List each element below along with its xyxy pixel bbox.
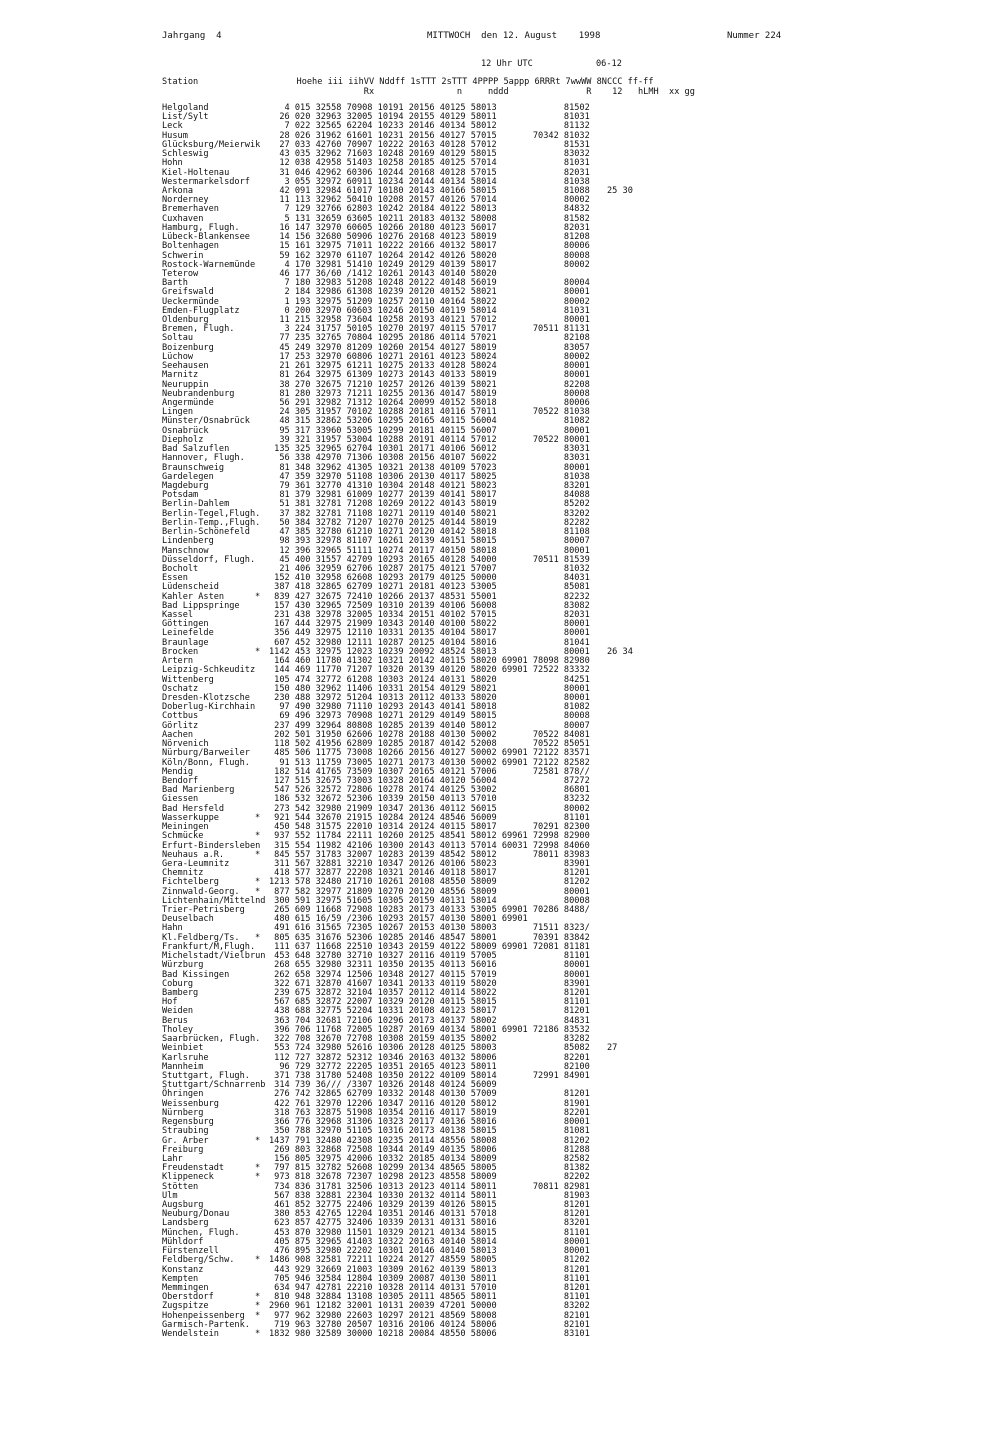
station-data: 47 385 32780 61210 10271 20120 40142 58018 81108 (269, 527, 590, 538)
station-data: 315 554 11982 42106 10300 20143 40113 57014 60031 72998 84060 (269, 840, 590, 851)
station-name: Angermünde (162, 398, 214, 408)
mountain-marker: * (255, 849, 261, 860)
station-data: 356 449 32975 12110 10331 20135 40104 58017 80001 (269, 628, 590, 639)
station-name: Manschnow (162, 545, 209, 556)
station-name: Saarbrücken, Flugh. (162, 1034, 261, 1045)
station-data: 269 803 32868 72508 10344 20149 40135 58006 81288 (269, 1144, 590, 1155)
station-data: 491 616 31565 72305 10267 20153 40130 58003 71511 8323/ (269, 923, 590, 934)
station-data: 152 410 32958 62608 10293 20179 40125 50000 84031 (269, 573, 590, 584)
station-name: Berlin-Tegel,Flugh. (162, 508, 261, 519)
station-data: 366 776 32968 31306 10323 20117 40136 58016 80001 (269, 1117, 590, 1128)
station-data: 42 091 32984 61017 10180 20143 40166 58015 81088 (269, 185, 590, 196)
station-name: Fichtelberg (162, 877, 219, 888)
station-name: Kassel (162, 610, 194, 621)
station-data: 111 637 11668 22510 10343 20159 40122 58009 69901 72081 81181 (269, 941, 590, 952)
station-name: Osnabrück (162, 425, 209, 436)
station-name: Soltau (162, 333, 194, 344)
station-data: 164 460 11780 41302 10321 20142 40115 58020 69901 78098 82980 (269, 656, 590, 667)
station-data: 11 113 32962 50410 10208 20157 40126 57014 80002 (269, 195, 590, 206)
station-name: Lüdenscheid (162, 582, 219, 593)
station-name: Lahr (162, 1153, 183, 1164)
mountain-marker: * (255, 1292, 261, 1303)
station-name: Hamburg, Flugh. (162, 222, 240, 233)
station-name: Teterow (162, 268, 199, 279)
station-data: 1142 453 32975 12023 10239 20092 48524 58013 80001 (269, 646, 590, 657)
station-name: Rostock-Warnemünde (162, 259, 256, 270)
station-name: Deuselbach (162, 914, 214, 925)
station-name: Stuttgart, Flugh. (162, 1070, 250, 1081)
station-data: 845 557 31783 32007 10283 20139 48542 58012 78011 83983 (269, 849, 590, 860)
station-name: Fürstenzell (162, 1246, 219, 1257)
header-issue-number: Nummer 224 (727, 31, 782, 41)
station-name: Hof (162, 997, 178, 1008)
station-name: Hohn (162, 158, 183, 169)
station-data: 273 542 32980 21909 10347 20136 40112 56015 80002 (269, 803, 590, 814)
station-data: 7 129 32766 62803 10242 20184 40122 58013 84832 (269, 204, 590, 215)
station-name: Neuburg/Donau (162, 1209, 230, 1220)
station-data: 24 305 31957 70102 10288 20181 40116 57011 70522 81038 (269, 407, 590, 418)
station-name: Karlsruhe (162, 1052, 209, 1063)
station-name: Chemnitz (162, 868, 204, 879)
mountain-marker: * (255, 1329, 261, 1340)
station-data: 480 615 16/59 /2306 10293 20157 40130 58001 69901 (269, 914, 528, 925)
station-data: 363 704 32681 72106 10296 20173 40137 58002 84831 (269, 1015, 590, 1026)
station-name: Stötten (162, 1181, 199, 1192)
station-name: Konstanz (162, 1264, 204, 1275)
station-name: Erfurt-Bindersleben (162, 840, 261, 851)
station-name: Lüchow (162, 351, 194, 362)
observation-period-label: 06-12 (596, 59, 622, 69)
station-data: 47 359 32970 51108 10306 20130 40117 58025 81038 (269, 471, 590, 482)
station-name: Freudenstadt (162, 1163, 225, 1174)
station-data: 43 035 32962 71603 10248 20169 40129 58015 83032 (269, 149, 590, 160)
station-data: 1437 791 32480 42308 10235 20114 48556 58008 81202 (269, 1135, 590, 1146)
station-data: 15 161 32975 71011 10222 20166 40132 58017 80006 (269, 241, 590, 252)
station-data: 95 317 33960 53005 10299 20181 40115 56007 80001 (269, 425, 590, 436)
station-name: Brocken (162, 646, 199, 657)
station-data: 810 948 32884 13108 10305 20111 48565 58011 81101 (269, 1292, 590, 1303)
station-name: Zugspitze (162, 1301, 209, 1312)
station-name: Göttingen (162, 619, 209, 630)
station-name: Görlitz (162, 720, 199, 731)
station-data: 31 046 42962 60306 10244 20168 40128 57015 82031 (269, 167, 590, 178)
station-name: Oldenburg (162, 315, 209, 326)
station-name: Frankfurt/M,Flugh. (162, 941, 256, 952)
station-data: 453 870 32980 11501 10329 20121 40134 58015 81101 (269, 1227, 590, 1238)
station-name: Berus (162, 1015, 188, 1026)
station-data: 476 895 32980 22202 10301 20146 40140 58013 80001 (269, 1246, 590, 1257)
station-data: 237 499 32964 80808 10285 20139 40140 58012 80007 (269, 720, 590, 731)
mountain-marker: * (255, 877, 261, 888)
station-data: 450 548 31575 22010 10314 20124 40115 58017 70291 82300 (269, 822, 590, 833)
station-name: Lübeck-Blankensee (162, 232, 250, 243)
station-extra: 27 (607, 1043, 618, 1054)
station-name: Gardelegen (162, 471, 214, 482)
station-data: 156 805 32975 42006 10332 20185 40134 58009 82582 (269, 1153, 590, 1164)
station-name: Ulm (162, 1190, 178, 1201)
station-data: 81 348 32962 41305 10321 20138 40109 57023 80001 (269, 462, 590, 473)
station-name: Berlin-Dahlem (162, 499, 230, 510)
station-name: Mannheim (162, 1061, 204, 1072)
station-data: 14 156 32680 50906 10276 20168 40123 58019 81208 (269, 232, 590, 243)
station-data: 276 742 32865 62709 10332 20148 40130 57009 81201 (269, 1089, 590, 1100)
station-data: 182 514 41765 73509 10307 20165 40121 57006 72581 878// (269, 766, 590, 777)
station-data: 28 026 31962 61601 10231 20156 40127 57015 70342 81032 (269, 130, 590, 141)
station-data: 11 215 32958 73604 10258 20193 40121 57012 80001 (269, 315, 590, 326)
station-name: Marnitz (162, 370, 199, 381)
station-name: Feldberg/Schw. (162, 1255, 235, 1266)
station-data: 977 962 32980 22603 10297 20121 48569 58008 82101 (269, 1310, 590, 1321)
station-data: 461 852 32775 22406 10329 20139 40126 58015 81201 (269, 1200, 590, 1211)
station-name: Schleswig (162, 149, 209, 160)
station-data: 21 261 32975 61211 10275 20133 40128 58024 80001 (269, 361, 590, 372)
station-name: Schmücke (162, 831, 204, 842)
station-data: 81 379 32981 61009 10277 20139 40141 58017 84088 (269, 490, 590, 501)
station-data: 623 857 42775 32406 10339 20131 40131 58016 83201 (269, 1218, 590, 1229)
station-data: 81 280 32973 71211 10255 20136 40147 58019 80008 (269, 388, 590, 399)
station-name: Neuhaus a.R. (162, 849, 225, 860)
station-name: Kahler Asten (162, 591, 225, 602)
station-extra: 25 30 (607, 185, 633, 196)
station-name: Coburg (162, 978, 194, 989)
station-name: Lingen (162, 407, 194, 418)
station-data: 567 685 32872 22007 10329 20120 40115 58015 81101 (269, 997, 590, 1008)
station-data: 396 706 11768 72005 10287 20169 40134 58001 69901 72186 83532 (269, 1024, 590, 1035)
station-data: 318 763 32875 51908 10354 20116 40117 58019 82201 (269, 1107, 590, 1118)
station-data: 418 577 32877 22208 10321 20146 40118 58017 81201 (269, 868, 590, 879)
station-name: Öhringen (162, 1089, 204, 1100)
station-name: Bremen, Flugh. (162, 324, 235, 335)
station-name: Bad Salzuflen (162, 444, 230, 455)
mountain-marker: * (255, 831, 261, 842)
station-data: 1 193 32975 51209 10257 20110 40164 58022 80002 (269, 296, 590, 307)
station-name: Regensburg (162, 1117, 214, 1128)
station-name: Michelstadt/Vielbrun (162, 951, 266, 962)
station-data: 350 788 32970 51105 10316 20173 40138 58015 81081 (269, 1126, 590, 1137)
station-data: 98 393 32978 81107 10261 20139 40151 58015 80007 (269, 536, 590, 547)
station-name: Cottbus (162, 711, 199, 722)
station-data: 634 947 42781 22210 10328 20114 40131 57010 81201 (269, 1283, 590, 1293)
station-name: Weissenburg (162, 1098, 219, 1109)
station-name: Freiburg (162, 1144, 204, 1155)
station-data: 26 020 32963 32005 10194 20155 40129 58011 81031 (269, 112, 590, 123)
mountain-marker: * (255, 812, 261, 823)
station-name: Tholey (162, 1024, 194, 1035)
station-name: Oschatz (162, 683, 199, 694)
station-name: Gr. Arber (162, 1135, 209, 1146)
station-data: 607 452 32980 12111 10287 20125 40104 58016 81041 (269, 637, 590, 648)
station-name: Barth (162, 278, 188, 289)
station-name: Lichtenhain/Mittelnd (162, 895, 266, 906)
station-name: Berlin-Schönefeld (162, 527, 250, 538)
station-data: 1832 980 32589 30000 10218 20084 48550 58006 83101 (269, 1329, 590, 1340)
station-data: 322 708 32670 72708 10308 20159 40135 58002 83282 (269, 1034, 590, 1045)
mountain-marker: * (255, 646, 261, 657)
station-data: 719 963 32780 20507 10316 20106 40124 58006 82101 (269, 1319, 590, 1330)
station-name: Seehausen (162, 361, 209, 372)
mountain-marker: * (255, 1135, 261, 1146)
station-data: 268 655 32980 32311 10350 20135 40113 56016 80001 (269, 960, 590, 971)
station-data: 105 474 32772 61208 10303 20124 40131 58020 84251 (269, 674, 590, 685)
station-name: Potsdam (162, 490, 199, 501)
station-data: 59 162 32970 61107 10264 20142 40126 58020 80008 (269, 250, 590, 261)
station-name: Wendelstein (162, 1329, 219, 1340)
station-name: Düsseldorf, Flugh. (162, 554, 256, 565)
station-data: 51 381 32781 71208 10269 20122 40143 58019 85202 (269, 499, 590, 510)
station-data: 69 496 32973 70908 10271 20129 40149 58015 80008 (269, 711, 590, 722)
station-data: 37 382 32781 71108 10271 20119 40140 58021 83202 (269, 508, 590, 519)
header-date: MITTWOCH den 12. August 1998 (427, 31, 601, 41)
station-data: 81 264 32975 61309 10273 20143 40133 58019 80001 (269, 370, 590, 381)
station-name: Westermarkelsdorf (162, 176, 250, 187)
station-data: 311 567 32881 32210 10347 20126 40106 58023 83901 (269, 858, 590, 869)
station-data: 56 291 32982 71312 10264 20099 40152 58018 80006 (269, 398, 590, 408)
station-name: Magdeburg (162, 480, 209, 491)
station-name: Boizenburg (162, 342, 214, 353)
station-data: 387 418 32865 62709 10271 20181 40123 53005 85081 (269, 582, 590, 593)
station-name: Bad Kissingen (162, 969, 230, 980)
station-data: 157 430 32965 72509 10310 20139 40106 56008 83082 (269, 600, 590, 611)
station-data: 135 325 32965 62704 10301 20171 40106 56012 83031 (269, 444, 590, 455)
station-name: Köln/Bonn, Flugh. (162, 757, 250, 768)
station-data: 839 427 32675 72410 10266 20137 48531 55001 82232 (269, 591, 590, 602)
station-data: 231 438 32978 32005 10334 20151 40102 57015 82031 (269, 610, 590, 621)
station-name: Diepholz (162, 434, 204, 445)
station-name: Kiel-Holtenau (162, 167, 230, 178)
station-data: 239 675 32872 32104 10357 20112 40114 58022 81201 (269, 988, 590, 998)
station-name: Giessen (162, 794, 199, 805)
station-data: 3 224 31757 50105 10270 20197 40115 57017 70511 81131 (269, 324, 590, 335)
station-name: Trier-Petrisberg (162, 905, 245, 916)
station-name: Hohenpeissenberg (162, 1310, 245, 1321)
station-name: Helgoland (162, 103, 209, 113)
station-data: 2 184 32986 61308 10239 20120 40152 58021 80001 (269, 287, 590, 298)
station-data: 167 444 32975 21909 10343 20140 40100 58022 80001 (269, 619, 590, 630)
station-name: Kl.Feldberg/Ts. (162, 932, 240, 943)
station-name: Dresden-Klotzsche (162, 693, 250, 703)
mountain-marker: * (255, 591, 261, 602)
station-data: 547 526 32572 72806 10278 20174 40125 53002 86801 (269, 785, 590, 796)
station-data: 438 688 32775 52204 10331 20108 40123 58017 81201 (269, 1006, 590, 1017)
station-data: 877 582 32977 21809 10270 20120 48556 58009 80001 (269, 886, 590, 897)
station-name: List/Sylt (162, 112, 209, 123)
station-data: 112 727 32872 52312 10346 20163 40132 58006 82201 (269, 1052, 590, 1063)
station-data: 150 480 32962 11406 10331 20154 40129 58021 80001 (269, 683, 590, 694)
station-data: 734 836 31781 32506 10313 20123 40114 58011 70811 82981 (269, 1181, 590, 1192)
station-data: 7 180 32983 51208 10248 20122 40148 56019 80004 (269, 278, 590, 289)
station-name: Cuxhaven (162, 213, 204, 224)
station-name: Oberstdorf (162, 1292, 214, 1303)
observation-time-label: 12 Uhr UTC (481, 59, 533, 69)
station-data: 262 658 32974 12506 10348 20127 40115 57019 80001 (269, 969, 590, 980)
station-data: 567 838 32881 22304 10330 20132 40114 58011 81903 (269, 1190, 590, 1201)
station-data: 322 671 32870 41607 10341 20133 40119 58020 83901 (269, 978, 590, 989)
station-name: Bad Marienberg (162, 785, 235, 796)
station-data: 202 501 31950 62606 10278 20188 40130 50002 70522 84081 (269, 729, 590, 740)
station-name: Meiningen (162, 822, 209, 833)
station-data: 46 177 36/60 /1412 10261 20143 40140 58020 (269, 268, 497, 279)
station-data: 4 170 32981 51410 10249 20129 40139 58017 80002 (269, 259, 590, 270)
station-name: Bendorf (162, 775, 199, 786)
mountain-marker: * (255, 1255, 261, 1266)
station-data: 91 513 11759 73005 10271 20173 40130 50002 69901 72122 82582 (269, 757, 590, 768)
station-data: 380 853 42765 12204 10351 20146 40131 57018 81201 (269, 1209, 590, 1220)
station-data: 4 015 32558 70908 10191 20156 40125 58013 81502 (269, 103, 590, 113)
station-name: Emden-Flugplatz (162, 305, 240, 316)
station-name: Bad Lippspringe (162, 600, 240, 611)
station-name: Leinefelde (162, 628, 214, 639)
station-name: Mendig (162, 766, 194, 777)
header-volume: Jahrgang 4 (162, 31, 222, 41)
column-header-line-2: Rx n nddd R 12 hLMH xx gg (162, 87, 695, 97)
station-name: Garmisch-Partenk. (162, 1319, 250, 1330)
mountain-marker: * (255, 932, 261, 943)
station-data: 973 818 32678 72307 10298 20123 48558 58009 82202 (269, 1172, 590, 1183)
station-name: Norderney (162, 195, 209, 206)
station-name: Stuttgart/Schnarrenb (162, 1080, 266, 1091)
station-data: 485 506 11775 73008 10266 20156 40127 50002 69901 72122 83571 (269, 748, 590, 759)
station-name: Nörvenich (162, 739, 209, 750)
station-name: Nürburg/Barweiler (162, 748, 250, 759)
station-name: Landsberg (162, 1218, 209, 1229)
station-data: 48 315 32862 53206 10295 20165 40115 56004 81082 (269, 416, 590, 427)
station-name: Münster/Osnabrück (162, 416, 250, 427)
mountain-marker: * (255, 1310, 261, 1321)
station-data: 314 739 36/// /3307 10326 20148 40124 56009 (269, 1080, 497, 1091)
station-name: Memmingen (162, 1283, 209, 1293)
station-name: Ueckermünde (162, 296, 219, 307)
station-data: 97 490 32980 71110 10293 20143 40141 58018 81082 (269, 702, 590, 713)
station-data: 405 875 32965 41403 10322 20163 40140 58014 80001 (269, 1236, 590, 1247)
station-data: 77 235 32765 70804 10295 20186 40114 57021 82108 (269, 333, 590, 344)
station-name: Doberlug-Kirchhain (162, 702, 256, 713)
station-name: München, Flugh. (162, 1227, 240, 1238)
station-data: 21 406 32959 62706 10287 20175 40121 57007 81032 (269, 563, 590, 574)
station-name: Straubing (162, 1126, 209, 1137)
station-name: Zinnwald-Georg. (162, 886, 240, 897)
column-header-line-1: Station Hoehe iii iihVV Nddff 1sTTT 2sTTT 4PPPP 5appp 6RRRt 7wwWW 8NCCC ff-ff (162, 77, 654, 87)
station-name: Husum (162, 130, 188, 141)
station-name: Gera-Leumnitz (162, 858, 230, 869)
station-name: Hannover, Flugh. (162, 453, 245, 464)
station-name: Weinbiet (162, 1043, 204, 1054)
station-data: 118 502 41956 62809 10285 20187 40142 52008 70522 85051 (269, 739, 590, 750)
station-data: 371 738 31780 52408 10350 20122 40109 58014 72991 84901 (269, 1070, 590, 1081)
station-name: Berlin-Temp.,Flugh. (162, 517, 261, 528)
station-data: 300 591 32975 51605 10305 20159 40131 58014 80008 (269, 895, 590, 906)
station-data: 7 022 32565 62204 10233 20146 40134 58012 81132 (269, 121, 590, 132)
station-name: Neubrandenburg (162, 388, 235, 399)
station-data: 453 648 32780 32710 10327 20116 40119 57005 81101 (269, 951, 590, 962)
station-data: 5 131 32659 63605 10211 20183 40132 58008 81582 (269, 213, 590, 224)
station-data: 45 400 31557 42709 10293 20165 40128 54000 70511 81539 (269, 554, 590, 565)
station-data: 17 253 32970 60806 10271 20161 40123 58024 80002 (269, 351, 590, 362)
station-name: Bremerhaven (162, 204, 219, 215)
station-data: 96 729 32772 22205 10351 20165 40123 58011 82100 (269, 1061, 590, 1072)
mountain-marker: * (255, 1301, 261, 1312)
station-name: Braunlage (162, 637, 209, 648)
station-name: Schwerin (162, 250, 204, 261)
station-data: 12 396 32965 51111 10274 20117 40150 58018 80001 (269, 545, 590, 556)
station-name: Leck (162, 121, 183, 132)
station-name: Bad Hersfeld (162, 803, 225, 814)
station-data: 16 147 32970 60605 10266 20180 40123 56017 82031 (269, 222, 590, 233)
station-data: 921 544 32670 21915 10284 20124 48546 56009 81101 (269, 812, 590, 823)
station-data: 230 488 32972 51204 10313 20112 40133 58020 80001 (269, 693, 590, 703)
station-name: Bamberg (162, 988, 199, 998)
station-data: 12 038 42958 51403 10258 20185 40125 57014 81031 (269, 158, 590, 169)
station-name: Artern (162, 656, 194, 667)
station-name: Augsburg (162, 1200, 204, 1211)
station-name: Lindenberg (162, 536, 214, 547)
station-name: Bocholt (162, 563, 199, 574)
mountain-marker: * (255, 886, 261, 897)
station-extra: 26 34 (607, 646, 633, 657)
station-data: 3 055 32972 60911 10234 20144 40134 58014 81038 (269, 176, 590, 187)
station-data: 56 338 42970 71306 10308 20156 40107 56022 83031 (269, 453, 590, 464)
station-data: 705 946 32584 12804 10309 20087 40130 58011 81101 (269, 1273, 590, 1284)
station-name: Hahn (162, 923, 183, 934)
station-data: 45 249 32970 81209 10260 20154 40127 58019 83057 (269, 342, 590, 353)
station-name: Glücksburg/Meierwik (162, 139, 261, 150)
station-data: 553 724 32980 52616 10306 20128 40125 58003 85082 (269, 1043, 590, 1054)
station-name: Wasserkuppe (162, 812, 219, 823)
station-data: 1486 908 32581 72211 10224 20127 48559 58005 81202 (269, 1255, 590, 1266)
station-name: Arkona (162, 185, 194, 196)
station-name: Essen (162, 573, 188, 584)
station-name: Aachen (162, 729, 194, 740)
station-name: Nürnberg (162, 1107, 204, 1118)
station-data: 27 033 42760 70907 10222 20163 40128 57012 81531 (269, 139, 590, 150)
station-name: Klippeneck (162, 1172, 214, 1183)
station-data: 38 270 32675 71210 10257 20126 40139 58021 82208 (269, 379, 590, 390)
station-data: 0 200 32970 60603 10246 20150 40119 58014 81031 (269, 305, 590, 316)
station-data: 127 515 32675 73003 10328 20164 40120 56004 87272 (269, 775, 590, 786)
station-data: 2960 961 12182 32001 10131 20039 47201 50000 83202 (269, 1301, 590, 1312)
station-data: 79 361 32770 41310 10304 20148 40121 58023 83201 (269, 480, 590, 491)
station-name: Mühldorf (162, 1236, 204, 1247)
station-data: 805 635 31676 52306 10285 20146 48547 58001 70391 83842 (269, 932, 590, 943)
station-data: 797 815 32782 52608 10299 20134 48565 58005 81382 (269, 1163, 590, 1174)
station-name: Wittenberg (162, 674, 214, 685)
station-data: 937 552 11784 22111 10260 20125 48541 58012 69961 72998 82900 (269, 831, 590, 842)
mountain-marker: * (255, 1163, 261, 1174)
mountain-marker: * (255, 1172, 261, 1183)
station-data: 50 384 32782 71207 10270 20125 40144 58019 82282 (269, 517, 590, 528)
station-name: Neuruppin (162, 379, 209, 390)
station-name: Greifswald (162, 287, 214, 298)
station-data: 39 321 31957 53004 10288 20191 40114 57012 70522 80001 (269, 434, 590, 445)
station-name: Leipzig-Schkeuditz (162, 665, 256, 676)
station-name: Boltenhagen (162, 241, 219, 252)
station-data: 443 929 32669 21003 10309 20162 40139 58013 81201 (269, 1264, 590, 1275)
station-data: 1213 578 32480 21710 10261 20108 48550 58009 81202 (269, 877, 590, 888)
station-data: 186 532 32672 52306 10339 20150 40113 57010 83232 (269, 794, 590, 805)
station-name: Braunschweig (162, 462, 225, 473)
station-data: 265 609 11668 72908 10283 20173 40133 53005 69901 70286 8488/ (269, 905, 590, 916)
station-data: 144 469 11770 71207 10320 20139 40120 58020 69901 72522 83332 (269, 665, 590, 676)
station-name: Kempten (162, 1273, 199, 1284)
station-name: Weiden (162, 1006, 194, 1017)
station-name: Würzburg (162, 960, 204, 971)
station-data: 422 761 32970 12206 10347 20116 40120 58012 81901 (269, 1098, 590, 1109)
